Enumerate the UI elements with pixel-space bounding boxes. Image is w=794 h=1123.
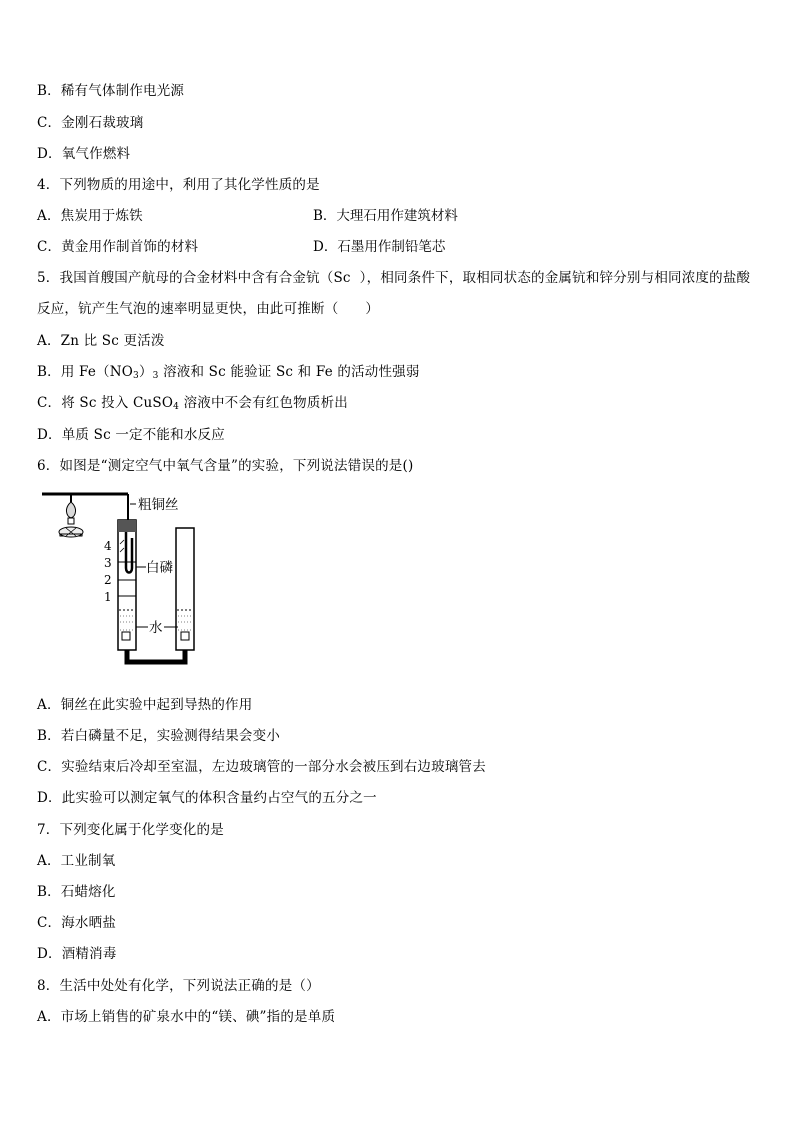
q4-stem: 4．下列物质的用途中，利用了其化学性质的是 [37,177,320,193]
label-copper-wire: 粗铜丝 [138,497,179,513]
q5-option-b-text: 溶液和 Sc 能验证 Sc 和 Fe 的活动性强弱 [158,364,420,380]
q5-option-a: A．Zn 比 Sc 更活泼 [37,333,165,349]
subscript: 4 [173,402,180,412]
q7-option-c: C．海水晒盐 [37,915,117,931]
stopper [118,520,136,532]
q4-option-c: C．黄金用作制首饰的材料 [37,239,199,255]
q5-option-c-text: 溶液中不会有红色物质析出 [179,395,348,411]
q4-option-a: A．焦炭用于炼铁 [37,208,143,224]
q8-stem: 8．生活中处处有化学，下列说法正确的是（） [37,978,320,994]
q7-option-b: B．石蜡熔化 [37,884,116,900]
rubber-tube [127,650,185,662]
label-water: 水 [149,620,163,636]
q6-option-a: A．铜丝在此实验中起到导热的作用 [37,697,253,713]
subscript: 3 [133,371,139,381]
q5-option-b-text: ） [138,364,153,380]
q6-option-c: C．实验结束后冷却至室温，左边玻璃管的一部分水会被压到右边玻璃管去 [37,759,486,775]
q5-option-c [37,394,348,416]
q7-option-d: D．酒精消毒 [37,946,117,962]
q3-option-d: D．氧气作燃料 [37,146,131,162]
q8-option-a: A．市场上销售的矿泉水中的“镁、碘”指的是单质 [37,1009,336,1025]
mark-2: 2 [104,573,112,587]
alcohol-lamp-icon [59,502,83,537]
mark-1: 1 [104,590,112,604]
experiment-figure [40,490,220,680]
q5-option-c-text: C．将 Sc 投入 CuSO [37,395,174,411]
q6-option-b: B．若白磷量不足，实验测得结果会变小 [37,728,281,744]
apparatus-diagram [40,490,220,680]
subscript: 3 [152,371,159,381]
q6-stem: 6．如图是“测定空气中氧气含量”的实验，下列说法错误的是() [37,458,414,474]
q7-stem: 7．下列变化属于化学变化的是 [37,822,224,838]
q5-option-b [37,363,420,385]
q5-stem-line1: 5．我国首艘国产航母的合金材料中含有合金钪（Sc ），相同条件下，取相同状态的金属钪和锌分别与相同浓度的盐酸 [37,270,751,286]
q3-option-c: C．金刚石裁玻璃 [37,115,144,131]
q7-option-a: A．工业制氧 [37,853,116,869]
q3-option-b: B．稀有气体制作电光源 [37,83,185,99]
q4-option-d: D．石墨用作制铅笔芯 [313,239,446,255]
q5-option-d: D．单质 Sc 一定不能和水反应 [37,427,225,443]
label-white-phosphorus: 白磷 [146,560,173,576]
q5-option-b-text: B．用 Fe（NO [37,364,134,380]
mark-4: 4 [104,539,112,553]
mark-3: 3 [104,556,112,570]
q4-option-b: B．大理石用作建筑材料 [313,208,458,224]
q5-stem-line2: 反应，钪产生气泡的速率明显更快，由此可推断（ ） [37,301,380,317]
q6-option-d: D．此实验可以测定氧气的体积含量约占空气的五分之一 [37,790,377,806]
